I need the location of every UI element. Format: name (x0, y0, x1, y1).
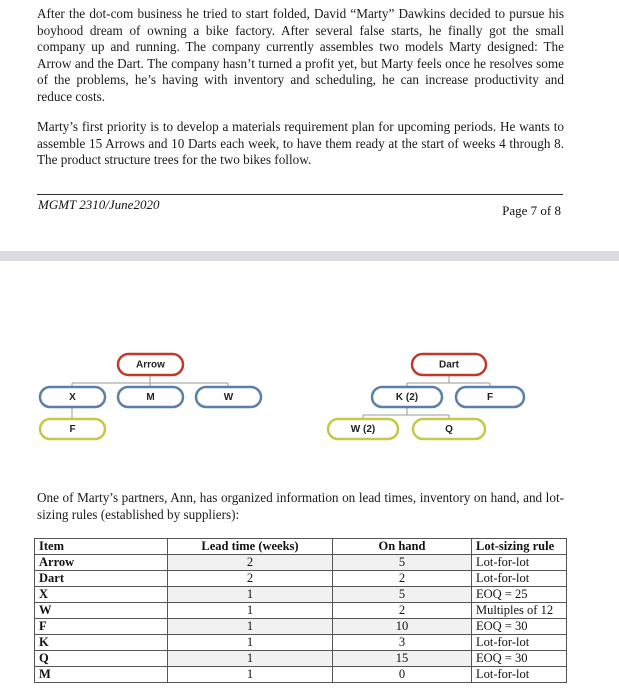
page-number: Page 7 of 8 (502, 203, 561, 218)
cell-lead-time: 1 (168, 651, 333, 667)
inventory-table (34, 538, 567, 683)
cell-item: W (35, 603, 168, 619)
arrow-root-node (118, 354, 183, 375)
cell-lot-sizing: Multiples of 12 (472, 603, 567, 619)
arrow-grandchild-f-node (40, 419, 105, 439)
cell-on-hand: 2 (333, 571, 472, 587)
course-label: MGMT 2310/June2020 (38, 197, 160, 212)
product-structure-trees (0, 340, 619, 445)
table-header-row (35, 539, 567, 555)
dart-child-k-node (372, 387, 442, 407)
dart-grandchild-w-node (328, 419, 398, 439)
header-item: Item (35, 539, 168, 555)
lead-paragraph: One of Marty’s partners, Ann, has organized information on lead times, inventory on hand, and lot-sizing rules (established by suppliers): (37, 490, 564, 522)
cell-lot-sizing: EOQ = 30 (472, 619, 567, 635)
svg-text:W (2): W (2) (350, 424, 376, 436)
dart-grandchild-q-node (413, 419, 485, 439)
cell-item: K (35, 635, 168, 651)
dart-child-f-node (456, 387, 524, 407)
table-row (35, 603, 567, 619)
page-break (0, 251, 619, 261)
svg-text:K (2): K (2) (395, 392, 419, 404)
cell-on-hand: 5 (333, 587, 472, 603)
cell-on-hand: 3 (333, 635, 472, 651)
svg-text:F: F (486, 392, 494, 404)
cell-lead-time: 1 (168, 667, 333, 683)
table-row (35, 667, 567, 683)
cell-lot-sizing: Lot-for-lot (472, 571, 567, 587)
table-row (35, 651, 567, 667)
cell-lot-sizing: Lot-for-lot (472, 555, 567, 571)
cell-lead-time: 2 (168, 571, 333, 587)
cell-lead-time: 2 (168, 555, 333, 571)
cell-on-hand: 2 (333, 603, 472, 619)
cell-on-hand: 5 (333, 555, 472, 571)
arrow-child-w-node (196, 387, 261, 407)
cell-lot-sizing: Lot-for-lot (472, 667, 567, 683)
cell-item: M (35, 667, 168, 683)
footer-rule (37, 194, 563, 195)
svg-text:Dart: Dart (438, 359, 460, 371)
intro-paragraph: After the dot-com business he tried to start folded, David “Marty” Dawkins decided to pursue his boyhood dream of owning a bike factory. After several false starts, he finally got the small company up and running. The company currently assembles two models Marty designed: The Arrow and the Dart. The company hasn’t turned a profit yet, but Marty feels once he resolves some of the problems, he’s having with inventory and scheduling, he can increase productivity and reduce costs. (37, 6, 564, 104)
svg-text:X: X (69, 392, 76, 404)
header-lot-sizing: Lot-sizing rule (472, 539, 567, 555)
cell-item: X (35, 587, 168, 603)
svg-text:Q: Q (445, 424, 453, 436)
arrow-child-x-node (40, 387, 105, 407)
cell-lot-sizing: EOQ = 25 (472, 587, 567, 603)
svg-text:W: W (223, 392, 234, 404)
svg-text:F: F (69, 424, 76, 436)
table-row (35, 587, 567, 603)
cell-on-hand: 15 (333, 651, 472, 667)
cell-item: F (35, 619, 168, 635)
header-on-hand: On hand (333, 539, 472, 555)
svg-text:Arrow: Arrow (136, 359, 165, 371)
cell-lead-time: 1 (168, 619, 333, 635)
dart-root-node (412, 354, 486, 375)
cell-on-hand: 10 (333, 619, 472, 635)
svg-text:M: M (146, 392, 155, 404)
cell-lot-sizing: EOQ = 30 (472, 651, 567, 667)
cell-lot-sizing: Lot-for-lot (472, 635, 567, 651)
table-row (35, 555, 567, 571)
cell-lead-time: 1 (168, 635, 333, 651)
cell-lead-time: 1 (168, 603, 333, 619)
header-lead-time: Lead time (weeks) (168, 539, 333, 555)
cell-lead-time: 1 (168, 587, 333, 603)
cell-item: Q (35, 651, 168, 667)
cell-item: Arrow (35, 555, 168, 571)
table-row (35, 571, 567, 587)
cell-on-hand: 0 (333, 667, 472, 683)
table-row (35, 635, 567, 651)
arrow-child-m-node (118, 387, 183, 407)
priority-paragraph: Marty’s first priority is to develop a materials requirement plan for upcoming periods. He wants to assemble 15 Arrows and 10 Darts each week, to have them ready at the start of weeks 4 through 8. The product structure trees for the two bikes follow. (37, 119, 564, 167)
cell-item: Dart (35, 571, 168, 587)
table-row (35, 619, 567, 635)
